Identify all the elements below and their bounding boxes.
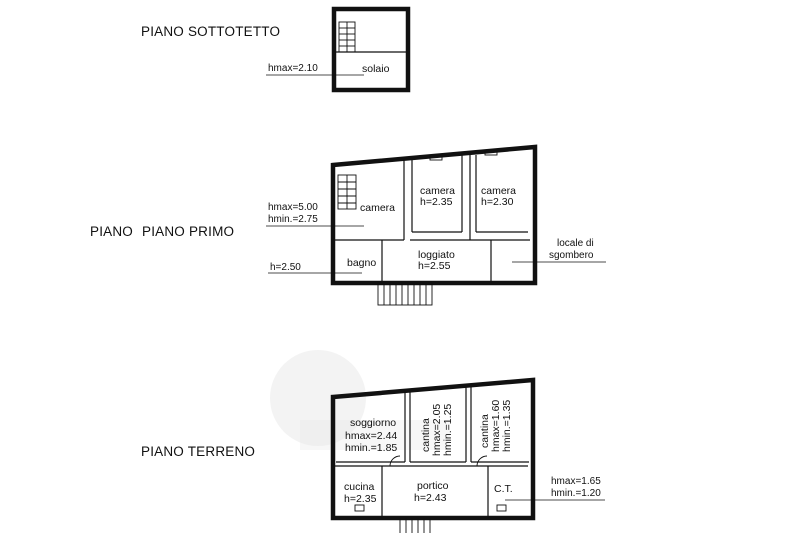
- room-cucina-height: h=2.35: [344, 493, 377, 505]
- note-ground-hmin: hmin.=1.20: [551, 488, 601, 499]
- room-cantina-1-hmin: hmin.=1.25: [442, 403, 454, 456]
- room-cantina-1: cantina: [420, 418, 432, 452]
- room-cantina-1-hmax: hmax=2.05: [431, 403, 443, 456]
- room-cantina-2: cantina: [479, 414, 491, 448]
- room-camera-3: camera: [481, 185, 517, 197]
- title-piano-sottotetto: PIANO SOTTOTETTO: [141, 24, 281, 39]
- title-piano-ghost: PIANO: [90, 224, 134, 239]
- title-piano-terreno: PIANO TERRENO: [141, 444, 256, 459]
- door-swing: [390, 456, 400, 466]
- room-soggiorno-hmax: hmax=2.44: [345, 430, 398, 442]
- room-soggiorno: soggiorno: [350, 417, 397, 429]
- room-bagno: bagno: [347, 257, 377, 269]
- room-portico: portico: [417, 480, 449, 492]
- first-floor-external-stair: [378, 283, 432, 305]
- room-camera-2: camera: [420, 185, 456, 197]
- note-ground-hmax: hmax=1.65: [551, 476, 601, 487]
- note-first-hmax: hmax=5.00: [268, 202, 318, 213]
- window-mark: [497, 505, 506, 511]
- attic-stair: [339, 22, 355, 52]
- room-camera-3-height: h=2.30: [481, 196, 514, 208]
- title-piano-primo: PIANO PRIMO: [142, 224, 235, 239]
- note-locale-line1: locale di: [557, 238, 594, 249]
- attic-plan: [334, 9, 408, 90]
- room-loggiato: loggiato: [418, 249, 455, 261]
- room-loggiato-height: h=2.55: [418, 260, 451, 272]
- room-cantina-2-hmin: hmin.=1.35: [501, 399, 513, 452]
- room-camera-2-height: h=2.35: [420, 196, 453, 208]
- note-attic-hmax: hmax=2.10: [268, 63, 318, 74]
- room-ct: C.T.: [494, 483, 513, 495]
- note-locale-line2: sgombero: [549, 250, 594, 261]
- window-mark: [355, 505, 364, 511]
- room-solaio: solaio: [362, 63, 390, 75]
- room-portico-height: h=2.43: [414, 492, 447, 504]
- first-floor-stair: [338, 175, 356, 209]
- note-first-hmin: hmin.=2.75: [268, 214, 318, 225]
- note-first-bagno-h: h=2.50: [270, 262, 301, 273]
- room-cantina-2-hmax: hmax=1.60: [490, 399, 502, 452]
- room-camera-big: camera: [360, 202, 396, 214]
- room-soggiorno-hmin: hmin.=1.85: [345, 442, 398, 454]
- room-cucina: cucina: [344, 481, 375, 493]
- door-swing: [477, 456, 487, 466]
